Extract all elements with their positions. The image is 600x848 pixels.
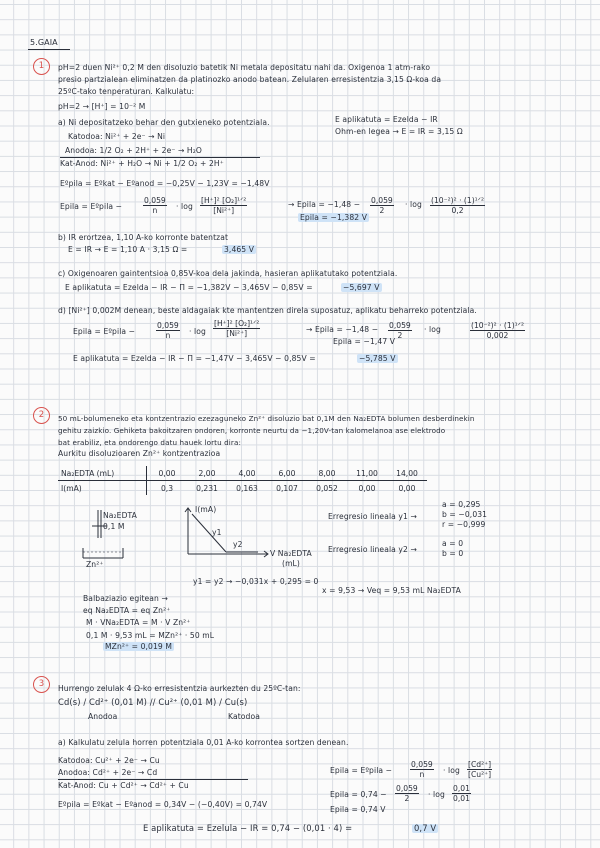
p1-frac-1 (143, 196, 167, 215)
p1-d-log-2: · log (424, 325, 441, 334)
p1-c-equation: E aplikatuta = Ezelda − IR − Π = −1,382V − 3,465V − 0,85V = (65, 283, 313, 292)
p1-d-aplikatuta: E aplikatuta = Ezelda − IR − Π = −1,47V − 3,465V − 0,85V = (73, 354, 316, 363)
p3-final-result: 0,7 V (414, 823, 437, 833)
p2-x-value: x = 9,53 → Veq = 9,53 mL Na₂EDTA (322, 586, 461, 595)
p3-r2-log: · log (428, 790, 445, 799)
p2-intro-line-3: bat erabiliz, eta ondorengo datu hauek lortu dira: (58, 438, 241, 447)
table-header-y: I(mA) (58, 481, 147, 496)
p2-reg2-b: b = 0 (442, 549, 464, 558)
p1-d-frac-2 (213, 319, 260, 338)
p3-a-question: a) Kalkulatu zelula horren potentziala 0,01 A-ko korrontea sortzen denean. (58, 738, 349, 747)
p1-d-epila-label: Epila = Eºpila − (73, 327, 136, 336)
p2-balbaziazio: Balbaziazio egitean → (83, 594, 168, 603)
p3-anodoa: Anodoa: Cd²⁺ + 2e⁻ → Cd (58, 768, 158, 777)
p3-reaction-line (58, 779, 248, 780)
p3-final: E aplikatuta = Ezelula − IR = 0,74 − (0,01 · 4) = (143, 823, 353, 833)
p1-frac-1-num: 0,059 (144, 196, 166, 205)
table-row (58, 466, 427, 481)
p3-r2-frac-2 (452, 784, 471, 803)
p1-intro-line-3: 25ºC-tako tenperaturan. Kalkulatu: (58, 87, 195, 96)
p2-data-table (58, 466, 427, 495)
p3-katodoa: Katodoa: Cu²⁺ + 2e⁻ → Cu (58, 756, 160, 765)
p1-katodoa: Katodoa: Ni²⁺ + 2e⁻ → Ni (68, 132, 166, 141)
p2-intro-line-2: gehitu zaizkio. Gehiketa bakoitzaren ondoren, korronte neurtu da −1,20V-tan kalomelanoa ase elektrodo (58, 426, 446, 435)
p1-epila-label: Epila = Eºpila − (60, 202, 123, 211)
problem-2-number: 2 (33, 407, 50, 424)
p2-regression-2: Erregresio lineala y2 → (328, 545, 417, 554)
p3-r1-frac-2 (467, 760, 492, 779)
table-cell: 0,00 (147, 466, 188, 481)
p3-anodoa-label: Anodoa (88, 712, 118, 721)
p3-r1-frac-2-num: [Cd²⁺] (468, 760, 492, 769)
burette-label-reagent: Na₂EDTA (103, 511, 137, 520)
table-cell: 11,00 (347, 466, 387, 481)
p1-kat-anod: Kat-Anod: Ni²⁺ + H₂O → Ni + 1/2 O₂ + 2H⁺ (60, 159, 224, 168)
p2-reg1-a: a = 0,295 (442, 500, 481, 509)
table-cell: 14,00 (387, 466, 427, 481)
p3-e0pila: Eºpila = Eºkat − Eºanod = 0,34V − (−0,40V) = 0,74V (58, 800, 268, 809)
p1-frac-1-den: n (152, 206, 158, 215)
p2-result: MZn²⁺ = 0,019 M (105, 642, 173, 651)
p3-kat-anod: Kat-Anod: Cu + Cd²⁺ → Cd²⁺ + Cu (58, 781, 189, 790)
p1-b-question: b) IR erortzea, 1,10 A-ko korronte batentzat (58, 233, 229, 242)
p1-intro-line-1: pH=2 duen Ni²⁺ 0,2 M den disoluzio batetik Ni metala depositatu nahi da. Oxigenoa 1 atm-rako (58, 63, 431, 72)
table-cell: 0,107 (276, 483, 298, 493)
p2-line-2: M · VNa₂EDTA = M · V Zn²⁺ (86, 618, 191, 627)
graph-line-1-label: y1 (212, 528, 222, 537)
p2-line-1: eq Na₂EDTA = eq Zn²⁺ (83, 606, 171, 615)
graph-line-2-label: y2 (233, 540, 243, 549)
p1-frac-4-num: (10⁻²)² · (1)¹ᐟ² (431, 196, 484, 205)
p1-side-eq-2: Ohm-en legea → E = IR = 3,15 Ω (335, 127, 463, 136)
p1-d-result: Epila = −1,47 V (333, 337, 396, 346)
p1-frac-4 (430, 196, 485, 215)
p3-r2-frac (395, 784, 419, 803)
p1-epila-arrow: → Epila = −1,48 − (288, 200, 361, 209)
table-cell: 0,052 (316, 483, 338, 493)
p1-frac-3-num: 0,059 (371, 196, 393, 205)
p1-log-1: · log (176, 202, 193, 211)
table-row (58, 481, 427, 496)
page-title: 5.GAIA (30, 38, 58, 47)
p3-r1-frac-num: 0,059 (411, 760, 433, 769)
beaker-label: Zn²⁺ (86, 560, 104, 569)
p1-d-frac-4-den: 0,002 (486, 331, 509, 340)
p1-d-frac-1 (156, 321, 180, 340)
p1-c-question: c) Oxigenoaren gaintentsioa 0,85V-koa dela jakinda, hasieran aplikatutako potentziala. (58, 269, 398, 278)
p2-intro-line-1: 50 mL-bolumeneko eta kontzentrazio ezezaguneko Zn²⁺ disoluzio bat 0,1M den Na₂EDTA bolumen desberdinekin (58, 414, 475, 423)
p1-d-frac-1-den: n (165, 331, 171, 340)
p1-d-frac-4-num: (10⁻²)² · (1)¹ᐟ² (471, 321, 524, 330)
table-cell: 0,3 (160, 483, 174, 493)
graph-x-label: V Na₂EDTA (270, 549, 312, 558)
p2-reg1-b: b = −0,031 (442, 510, 488, 519)
p1-frac-2-num: [H⁺]² [O₂]¹ᐟ² (201, 196, 247, 205)
p2-subtitle: Aurkitu disoluzioaren Zn²⁺ kontzentrazioa (58, 449, 221, 458)
p3-r2-frac-den: 2 (404, 794, 410, 803)
table-cell: 2,00 (187, 466, 227, 481)
p1-frac-2-den: [Ni²⁺] (213, 206, 235, 215)
p3-r1-label: Epila = Eºpila − (330, 766, 393, 775)
p1-b-equation: E = IR → E = 1,10 A · 3,15 Ω = (68, 245, 188, 254)
p1-ph: pH=2 → [H⁺] = 10⁻² M (58, 102, 146, 111)
p3-r2-frac-2-den: 0,01 (453, 794, 470, 803)
p3-r1-log: · log (443, 766, 460, 775)
p2-intersection-eq: y1 = y2 → −0,031x + 0,295 = 0 (193, 577, 319, 586)
p3-r1-frac-den: n (419, 770, 425, 779)
table-header-x: Na₂EDTA (mL) (58, 466, 147, 481)
p1-log-2: · log (405, 200, 422, 209)
p1-d-question: d) [Ni²⁺] 0,002M denean, beste aldagaiak kte mantentzen direla suposatuz, aplikatu beharreko potentziala. (58, 306, 477, 315)
graph-y-label: I(mA) (195, 505, 217, 514)
p1-anodoa: Anodoa: 1/2 O₂ + 2H⁺ + 2e⁻ → H₂O (65, 146, 202, 155)
p3-cell: Cd(s) / Cd²⁺ (0,01 M) // Cu²⁺ (0,01 M) / Cu(s) (58, 697, 248, 707)
table-cell: 6,00 (267, 466, 307, 481)
p1-d-arrow: → Epila = −1,48 − (306, 325, 379, 334)
p1-result-a: Epila = −1,382 V (300, 213, 367, 222)
p2-regression-1: Erregresio lineala y1 → (328, 512, 417, 521)
p1-intro-line-2: presio partzialean eliminatzen da platinozko anodo batean. Zelularen erresistentzia 3,15 Ω-koa da (58, 75, 442, 84)
p1-a-question: a) Ni depositatzeko behar den gutxieneko potentziala. (58, 118, 270, 127)
p3-r3: Epila = 0,74 V (330, 805, 386, 814)
p3-r2-frac-num: 0,059 (396, 784, 418, 793)
p3-intro: Hurrengo zelulak 4 Ω-ko erresistentzia aurkezten du 25ºC-tan: (58, 684, 301, 693)
table-cell: 0,00 (398, 483, 416, 493)
table-cell: 8,00 (307, 466, 347, 481)
p1-b-result: 3,465 V (224, 245, 255, 254)
table-cell: 0,00 (358, 483, 376, 493)
p1-d-frac-2-num: [H⁺]² [O₂]¹ᐟ² (214, 319, 260, 328)
graph-x-units: (mL) (282, 559, 300, 568)
table-cell: 4,00 (227, 466, 267, 481)
problem-3-number: 3 (33, 676, 50, 693)
p1-d-log: · log (189, 327, 206, 336)
p1-d-frac-2-den: [Ni²⁺] (226, 329, 248, 338)
title-underline (28, 49, 70, 50)
burette-label-conc: 0,1 M (103, 522, 125, 531)
p1-frac-3 (370, 196, 394, 215)
p1-frac-3-den: 2 (379, 206, 385, 215)
titration-graph (186, 508, 276, 558)
p1-e0pila: Eºpila = Eºkat − Eºanod = −0,25V − 1,23V = −1,48V (60, 179, 270, 188)
p1-d-frac-1-num: 0,059 (157, 321, 179, 330)
p2-reg1-r: r = −0,999 (442, 520, 486, 529)
p2-line-3: 0,1 M · 9,53 mL = MZn²⁺ · 50 mL (86, 631, 215, 640)
p1-d-frac-3-den: 2 (397, 331, 403, 340)
p1-side-eq-1: E aplikatuta = Ezelda − IR (335, 115, 438, 124)
p2-reg2-a: a = 0 (442, 539, 464, 548)
p1-d-frac-4 (470, 321, 525, 340)
p3-r1-frac-2-den: [Cu²⁺] (468, 770, 492, 779)
p1-frac-2 (200, 196, 247, 215)
p3-r2-label: Epila = 0,74 − (330, 790, 387, 799)
table-cell: 0,231 (196, 483, 218, 493)
p1-reaction-line (60, 157, 260, 158)
p1-d-frac-3-num: 0,059 (389, 321, 411, 330)
table-cell: 0,163 (236, 483, 258, 493)
p3-katodoa-label: Katodoa (228, 712, 260, 721)
p1-c-result: −5,697 V (343, 283, 380, 292)
p1-d-aplikatuta-result: −5,785 V (359, 354, 396, 363)
p3-r1-frac (410, 760, 434, 779)
p3-r2-frac-2-num: 0,01 (453, 784, 470, 793)
p1-frac-4-den: 0,2 (451, 206, 464, 215)
problem-1-number: 1 (33, 58, 50, 75)
